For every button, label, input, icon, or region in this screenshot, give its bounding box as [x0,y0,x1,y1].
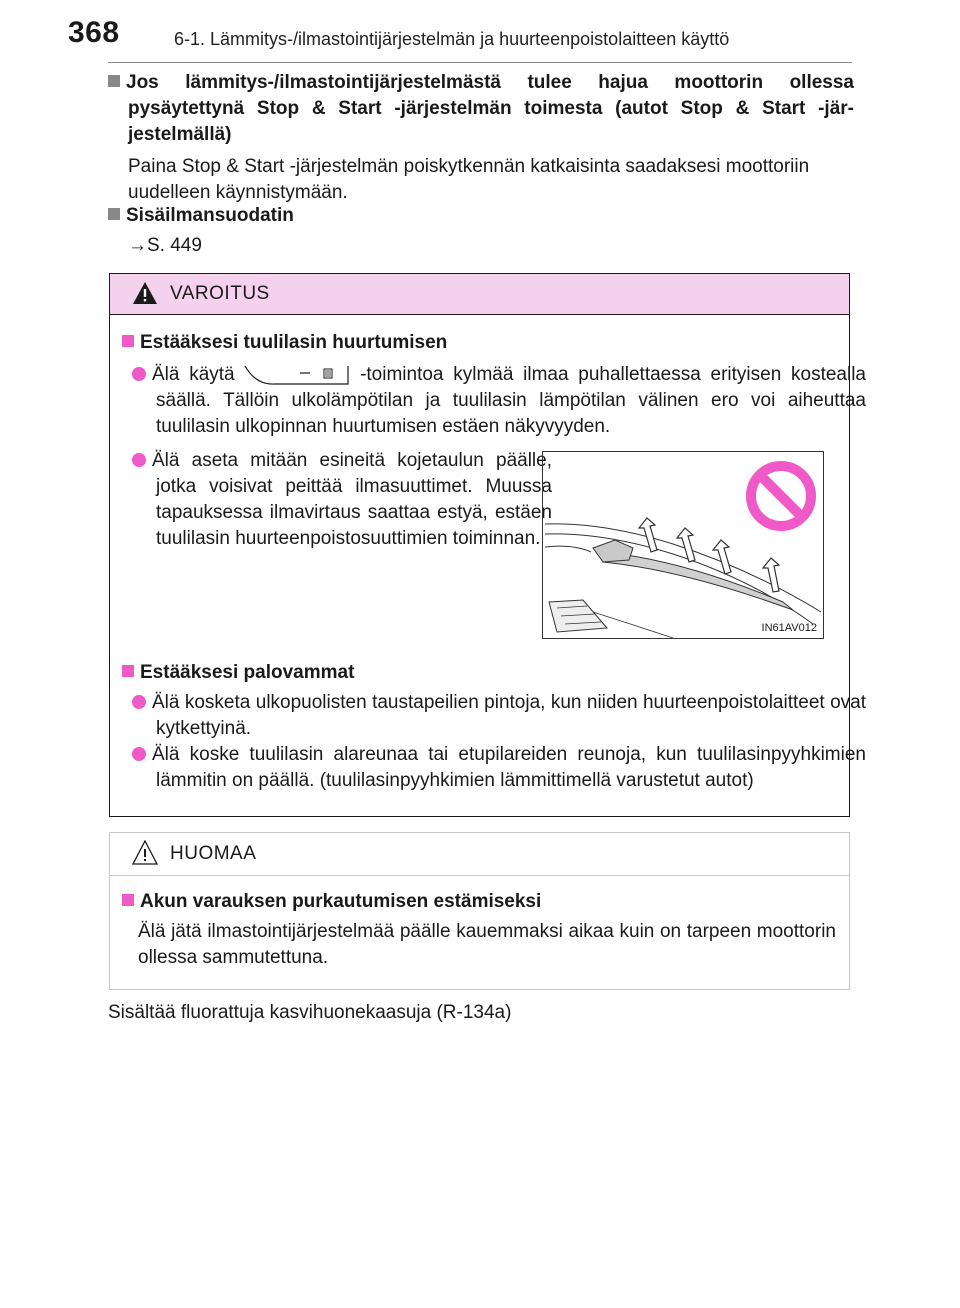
page-header [0,0,960,56]
notice-heading: Akun varauksen purkautumisen estämiseksi [140,891,542,912]
pink-square-icon [122,665,134,677]
intro-section-odor [108,70,854,206]
dashboard-illustration [543,452,823,638]
notice-body: Älä jätä ilmastointijärjestelmää päälle kauemmaksi aikaa kuin on tarpeen moottorin ollessa sammutettuna. [138,921,836,968]
warning-item-fog-1: Älä käytä -toimintoa kylmää ilmaa puhallettaessa erityisen kostealla säällä. Tällöin ulkolämpötilan ja tuulilasin lämpötilan välinen ero voi aiheuttaa tuulilasin ulkopinnan huurtumisen estäen näkyvyyden. [132,362,866,440]
footer-note: Sisältää fluorattuja kasvihuonekaasuja (R-134a) [108,1002,512,1023]
warning-header [110,274,849,315]
section-square-icon [108,75,120,87]
bullet-dot-icon [132,367,146,381]
intro-heading-odor: Jos lämmitys-/ilmastointijärjestelmästä tulee hajua moottorin ollessa pysäytettynä Stop & Start -järjestelmän toimesta (autot Stop & Start -järjestelmällä) [126,72,854,145]
figure-code: IN61AV012 [761,622,817,634]
warning-heading-fog: Estääksesi tuulilasin huurtumisen [140,332,448,353]
header-divider [108,62,852,63]
chapter-title: 6-1. Lämmitys-/ilmastointijärjestelmän ja huurteenpoistolaitteen käyttö [174,29,730,49]
intro-heading-filter: Sisäilmansuodatin [126,205,294,226]
pink-square-icon [122,894,134,906]
pink-square-icon [122,335,134,347]
notice-header [110,833,849,876]
bullet-dot-icon [132,453,146,467]
defog-button-icon [244,363,350,385]
warning-label: VAROITUS [170,283,270,304]
section-square-icon [108,208,120,220]
warning-item-fog-2: Älä aseta mitään esineitä kojetaulun päälle, jotka voisivat peittää ilmasuuttimet. Muussa tapauksessa ilmavirtaus saattaa estyä, estäen tuulilasin huurteenpoistosuuttimien toiminnan. [132,448,552,552]
page-number: 368 [68,16,120,49]
notice-box [109,832,850,990]
bullet-dot-icon [132,695,146,709]
notice-triangle-icon [132,840,158,866]
intro-body-odor: Paina Stop & Start -järjestelmän poiskytkennän katkaisinta saadaksesi moottoriin uudelleen käynnistymään. [128,156,810,203]
intro-section-filter [108,203,854,259]
warning-item-burns-2: Älä koske tuulilasin alareunaa tai etupilareiden reunoja, kun tuulilasinpyyhkimien lämmitin on päällä. (tuulilasinpyyhkimien lämmittimellä varustetut autot) [132,742,866,794]
warning-heading-burns: Estääksesi palovammat [140,662,355,683]
warning-item-burns-1: Älä kosketa ulkopuolisten taustapeilien pintoja, kun niiden huurteenpoistolaitteet ovat kytkettyinä. [132,690,866,742]
dashboard-figure [542,451,824,639]
notice-label: HUOMAA [170,843,257,864]
page-reference-link[interactable]: →S. 449 [128,235,202,256]
bullet-dot-icon [132,747,146,761]
warning-triangle-icon [132,281,158,305]
